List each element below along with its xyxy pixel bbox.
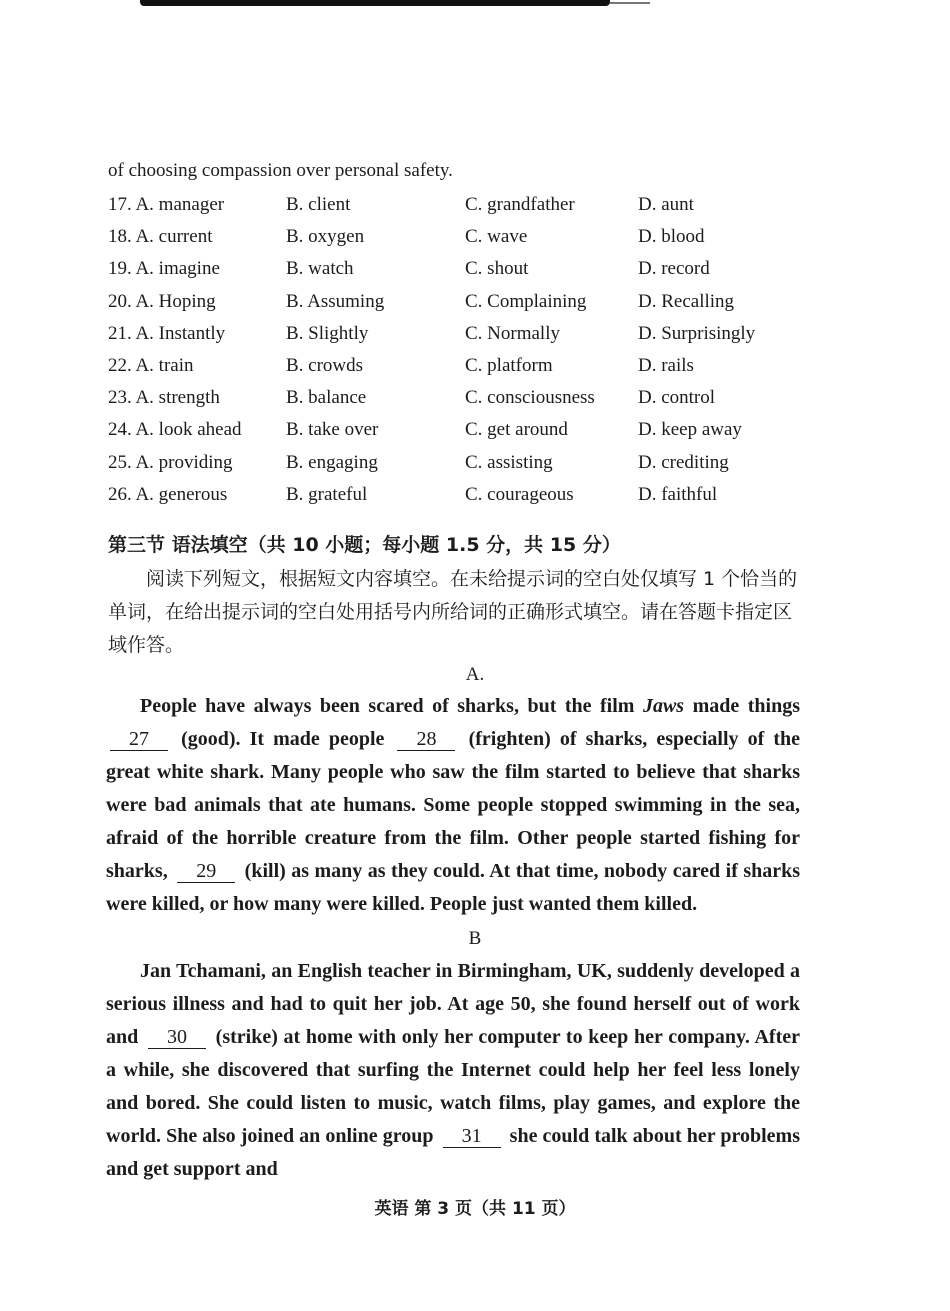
passage-a-text-4: (frighten) of sharks, especially of the great white shark. Many people who saw the film started to believe that sharks were bad animals that ate humans. Some people stopped swimming in the sea, afraid of the horrible creature from the film. Other people started fishing for sharks,: [106, 728, 801, 882]
blank-31: 31: [443, 1125, 501, 1148]
option-item: C. get around: [465, 419, 568, 441]
passage-b-text-1: Jan Tchamani, an English teacher in Birmingham, UK, suddenly developed a serious illness and had to quit her job. At age 50, she found herself out of work and: [106, 960, 800, 1048]
option-item: 24. A. look ahead: [108, 419, 242, 441]
option-item: 21. A. Instantly: [108, 322, 226, 344]
option-item: B. Slightly: [286, 322, 369, 344]
option-row: [108, 355, 828, 387]
blank-29: 29: [177, 860, 235, 883]
option-item: 17. A. manager: [108, 194, 225, 215]
option-row: [108, 291, 828, 323]
option-item: 22. A. train: [108, 354, 194, 376]
option-item: D. control: [638, 387, 716, 409]
option-item: C. Normally: [465, 322, 560, 344]
option-row: [108, 258, 828, 290]
option-item: B. grateful: [286, 483, 368, 505]
option-item: B. take over: [286, 419, 379, 441]
section-heading: 第三节 语法填空（共 10 小题；每小题 1.5 分，共 15 分）: [108, 534, 621, 556]
option-item: B. oxygen: [286, 226, 365, 248]
option-item: C. Complaining: [465, 290, 587, 312]
option-item: C. courageous: [465, 483, 574, 505]
option-row: [108, 323, 828, 355]
option-row: [108, 419, 828, 451]
option-item: D. rails: [638, 354, 694, 376]
previous-passage-tail: of choosing compassion over personal safety.: [108, 160, 453, 181]
option-item: C. grandfather: [465, 194, 575, 215]
option-item: B. client: [286, 194, 351, 215]
option-row: [108, 484, 828, 516]
option-item: D. Recalling: [638, 290, 735, 312]
option-item: D. blood: [638, 226, 705, 248]
option-item: D. crediting: [638, 451, 729, 473]
option-item: D. Surprisingly: [638, 322, 756, 344]
cloze-options-table: [108, 194, 828, 516]
option-item: 23. A. strength: [108, 387, 220, 409]
option-item: B. crowds: [286, 354, 364, 376]
option-row: [108, 387, 828, 419]
option-row: [108, 226, 828, 258]
option-item: C. platform: [465, 354, 553, 376]
option-item: D. record: [638, 258, 710, 280]
option-item: D. aunt: [638, 194, 694, 215]
option-row: [108, 194, 828, 226]
option-item: C. assisting: [465, 451, 553, 473]
blank-30: 30: [148, 1026, 206, 1049]
passage-b-text-2: (strike) at home with only her computer to keep her company. After a while, she discovered that surfing the Internet could help her feel less lonely and bored. She could listen to music, watch films, play games, and explore the world. She also joined an online group: [106, 1026, 800, 1147]
blank-28: 28: [397, 728, 455, 751]
option-row: [108, 452, 828, 484]
passage-a-text-5: (kill) as many as they could. At that time, nobody cared if sharks were killed, or how many were killed. People just wanted them killed.: [106, 860, 801, 915]
option-item: 18. A. current: [108, 226, 213, 248]
option-item: 20. A. Hoping: [108, 290, 216, 312]
top-edge-rule-tail: [610, 2, 650, 4]
page-footer: 英语 第 3 页（共 11 页）: [374, 1199, 576, 1219]
option-item: D. faithful: [638, 483, 718, 505]
passage-b-label: B: [468, 928, 482, 949]
film-title: Jaws: [642, 695, 685, 717]
option-item: 26. A. generous: [108, 483, 228, 505]
option-item: C. consciousness: [465, 387, 595, 409]
option-item: C. shout: [465, 258, 529, 280]
passage-a: [106, 690, 800, 921]
passage-a-label: A.: [465, 664, 485, 685]
option-item: 19. A. imagine: [108, 258, 220, 280]
option-item: B. watch: [286, 258, 354, 280]
option-item: B. balance: [286, 387, 367, 409]
option-item: D. keep away: [638, 419, 742, 441]
passage-b: [106, 955, 800, 1186]
option-item: B. Assuming: [286, 290, 385, 312]
passage-a-text-2: made things: [684, 695, 800, 717]
section-instructions: 阅读下列短文，根据短文内容填空。在未给提示词的空白处仅填写 1 个恰当的单词，在给出提示词的空白处用括号内所给词的正确形式填空。请在答题卡指定区域作答。: [108, 568, 798, 656]
option-item: C. wave: [465, 226, 528, 248]
top-edge-rule: [140, 0, 610, 6]
option-item: B. engaging: [286, 451, 378, 473]
passage-a-text-1: People have always been scared of sharks, but the film: [140, 695, 643, 717]
passage-a-text-3: (good). It made people: [181, 728, 385, 750]
blank-27: 27: [110, 728, 168, 751]
passage-b-text-3: she could talk about her problems and get support and: [106, 1125, 800, 1180]
option-item: 25. A. providing: [108, 451, 233, 473]
